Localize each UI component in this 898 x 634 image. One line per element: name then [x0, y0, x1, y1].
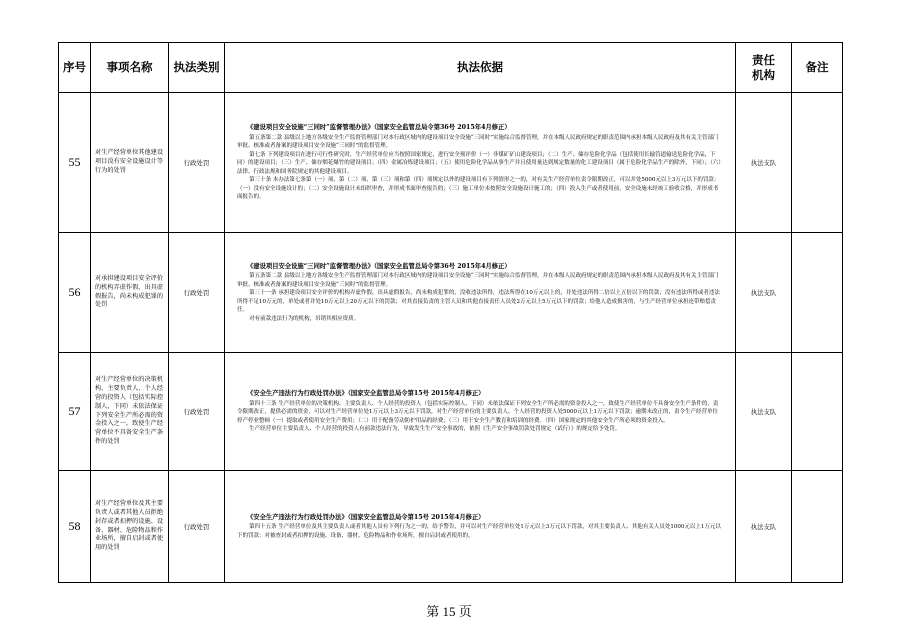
- law-title: 《安全生产违法行为行政处罚办法》（国家安全监管总局令第15号 2015年4月修正）: [247, 513, 485, 521]
- row-category: 行政处罚: [169, 353, 225, 471]
- basis-paragraph: 对有前款违法行为的机构，吊销其相应资质。: [249, 315, 360, 322]
- row-category: 行政处罚: [169, 233, 225, 353]
- row-seq: 57: [59, 353, 91, 471]
- basis-paragraph: 第五条第二款 县级以上地方各级安全生产监督管理部门对本行政区域内的建设项目安全设施“三同时”实施综合监督管理，并在本级人民政府规定的职责范围内承担本级人民政府及其有关主管部门审批、核准或者备案的建设项目安全设施“三同时”的监督管理。: [237, 134, 719, 150]
- basis-paragraph: 第四十三条 生产经营单位的决策机构、主要负责人、个人经营的投资人（包括实际控制人，下同）未依法保证下列安全生产所必需的资金投入之一，致使生产经营单位不具备安全生产条件的，责令限期改正，提供必需的资金，可以对生产经营单位处1万元以上3万元以下罚款，对生产经营单位的主要负责人、个人经营的投资人处5000元以上1万元以下罚款；逾期未改正的，责令生产经营单位停产停业整顿（一）提取或者使用安全生产费用；（二）用于配备劳动防护用品的经费；（三）用于安全生产教育和培训的经费。（四）国家规定的其他安全生产所必须的资金投入。: [237, 400, 719, 424]
- basis-paragraph: 生产经营单位主要负责人、个人经营的投资人有前款违法行为，导致发生生产安全事故的，依照《生产安全事故罚款处罚规定（试行）》的规定给予处罚。: [249, 426, 621, 433]
- row-category: 行政处罚: [169, 471, 225, 583]
- row-item-name: 对生产经营单位其他建设项目没有安全设施设计等行为的处罚: [91, 93, 169, 233]
- header-seq: 序号: [59, 43, 91, 93]
- enforcement-table: [58, 42, 843, 583]
- page-number: 第 15 页: [426, 604, 472, 619]
- row-basis: [225, 233, 736, 353]
- basis-paragraph: 第三十一条 承担建设项目安全评价的机构弄虚作假、出具虚假报告，尚未构成犯罪的，没收违法所得，违法所得在10万元以上的，并处违法所得二倍以上五倍以下的罚款；没有违法所得或者违法所得不足10万元的，单处或者并处10万元以上20万元以下的罚款；对其直接负责的主管人员和其他直接责任人员处2万元以上5万元以下的罚款；给他人造成损害的，与生产经营单位承担连带赔偿责任。: [237, 290, 720, 314]
- header-category: 执法类别: [169, 43, 225, 93]
- header-responsible: 责任机构: [736, 43, 792, 93]
- row-item-name: 对生产经营单位及其主要负责人或者其他人员拒绝封存或者扣押的设施、设备、器材、危险物品和作业场所，擅自启封或者使用的处罚: [91, 471, 169, 583]
- table-row: [59, 471, 843, 583]
- row-seq: 58: [59, 471, 91, 583]
- law-title: 《安全生产违法行为行政处罚办法》（国家安全监管总局令第15号 2015年4月修正）: [247, 390, 485, 398]
- basis-paragraph: 第三十条 本办法第七条第（一）项、第（二）项、第（三）项和第（四）项规定以外的建设项目有下列情形之一的，对有关生产经营单位责令限期改正，可以并处5000元以上3万元以下的罚款：（一）没有安全设施设计的；（二）安全设施设计未组织审查，并形成书面审查报告的；（三）施工单位未按照安全设施设计施工的；（四）投入生产或者使用前，安全设施未经竣工验收合格，并形成书面报告的。: [237, 177, 720, 201]
- law-title: 《建设项目安全设施“三同时”监督管理办法》（国家安全监管总局令第36号 2015年4月修正）: [247, 124, 511, 132]
- row-seq: 55: [59, 93, 91, 233]
- table-header-row: [59, 43, 843, 93]
- row-remarks: [792, 471, 843, 583]
- row-responsible: 执法支队: [736, 471, 792, 583]
- row-responsible: 执法支队: [736, 233, 792, 353]
- header-basis: 执法依据: [225, 43, 736, 93]
- row-item-name: 对生产经营单位的决策机构、主要负责人、个人经营的投资人（包括实际控制人，下同）未依法保证下列安全生产所必需的资金投入之一，致使生产经营单位不具备安全生产条件的处罚: [91, 353, 169, 471]
- row-responsible: 执法支队: [736, 353, 792, 471]
- row-item-name: 对承担建设项目安全评价的机构弄虚作假、出具虚假报告，尚未构成犯罪的处罚: [91, 233, 169, 353]
- row-basis: [225, 93, 736, 233]
- table-row: [59, 353, 843, 471]
- basis-paragraph: 第七条 下列建设项目在进行可行性研究时，生产经营单位应当按照国家规定，进行安全预评价（一）非煤矿矿山建设项目；（二）生产、储存危险化学品（包括使用长输管道输送危险化学品，下同）的建设项目；（三）生产、储存烟花爆竹的建设项目；（四）金属冶炼建设项目；（五）使用危险化学品从事生产并且使用量达到规定数量的化工建设项目（属于危险化学品生产的除外，下同）；（六）法律、行政法规和国务院规定的其他建设项目。: [237, 151, 722, 175]
- row-remarks: [792, 233, 843, 353]
- row-responsible: 执法支队: [736, 93, 792, 233]
- row-basis: [225, 471, 736, 583]
- row-basis: [225, 353, 736, 471]
- basis-paragraph: 第四十五条 生产经营单位及其主要负责人或者其他人员有下列行为之一的，给予警告，并可以对生产经营单位处1万元以上3万元以下罚款，对其主要负责人、其他有关人员处1000元以上1万元以下的罚款：对被查封或者扣押的设施、设备、器材、危险物品和作业场所，擅自启封或者使用的。: [237, 524, 721, 539]
- law-title: 《建设项目安全设施“三同时”监督管理办法》（国家安全监管总局令第36号 2015年4月修正）: [247, 262, 511, 270]
- table-row: [59, 233, 843, 353]
- row-category: 行政处罚: [169, 93, 225, 233]
- table-row: [59, 93, 843, 233]
- row-remarks: [792, 93, 843, 233]
- row-remarks: [792, 353, 843, 471]
- header-name: 事项名称: [91, 43, 169, 93]
- row-seq: 56: [59, 233, 91, 353]
- header-remarks: 备注: [792, 43, 843, 93]
- basis-paragraph: 第五条第二款 县级以上地方各级安全生产监督管理部门对本行政区域内的建设项目安全设施“三同时”实施综合监督管理，并在本级人民政府规定的职责范围内承担本级人民政府及其有关主管部门审批、核准或者备案的建设项目安全设施“三同时”的监督管理。: [237, 273, 719, 288]
